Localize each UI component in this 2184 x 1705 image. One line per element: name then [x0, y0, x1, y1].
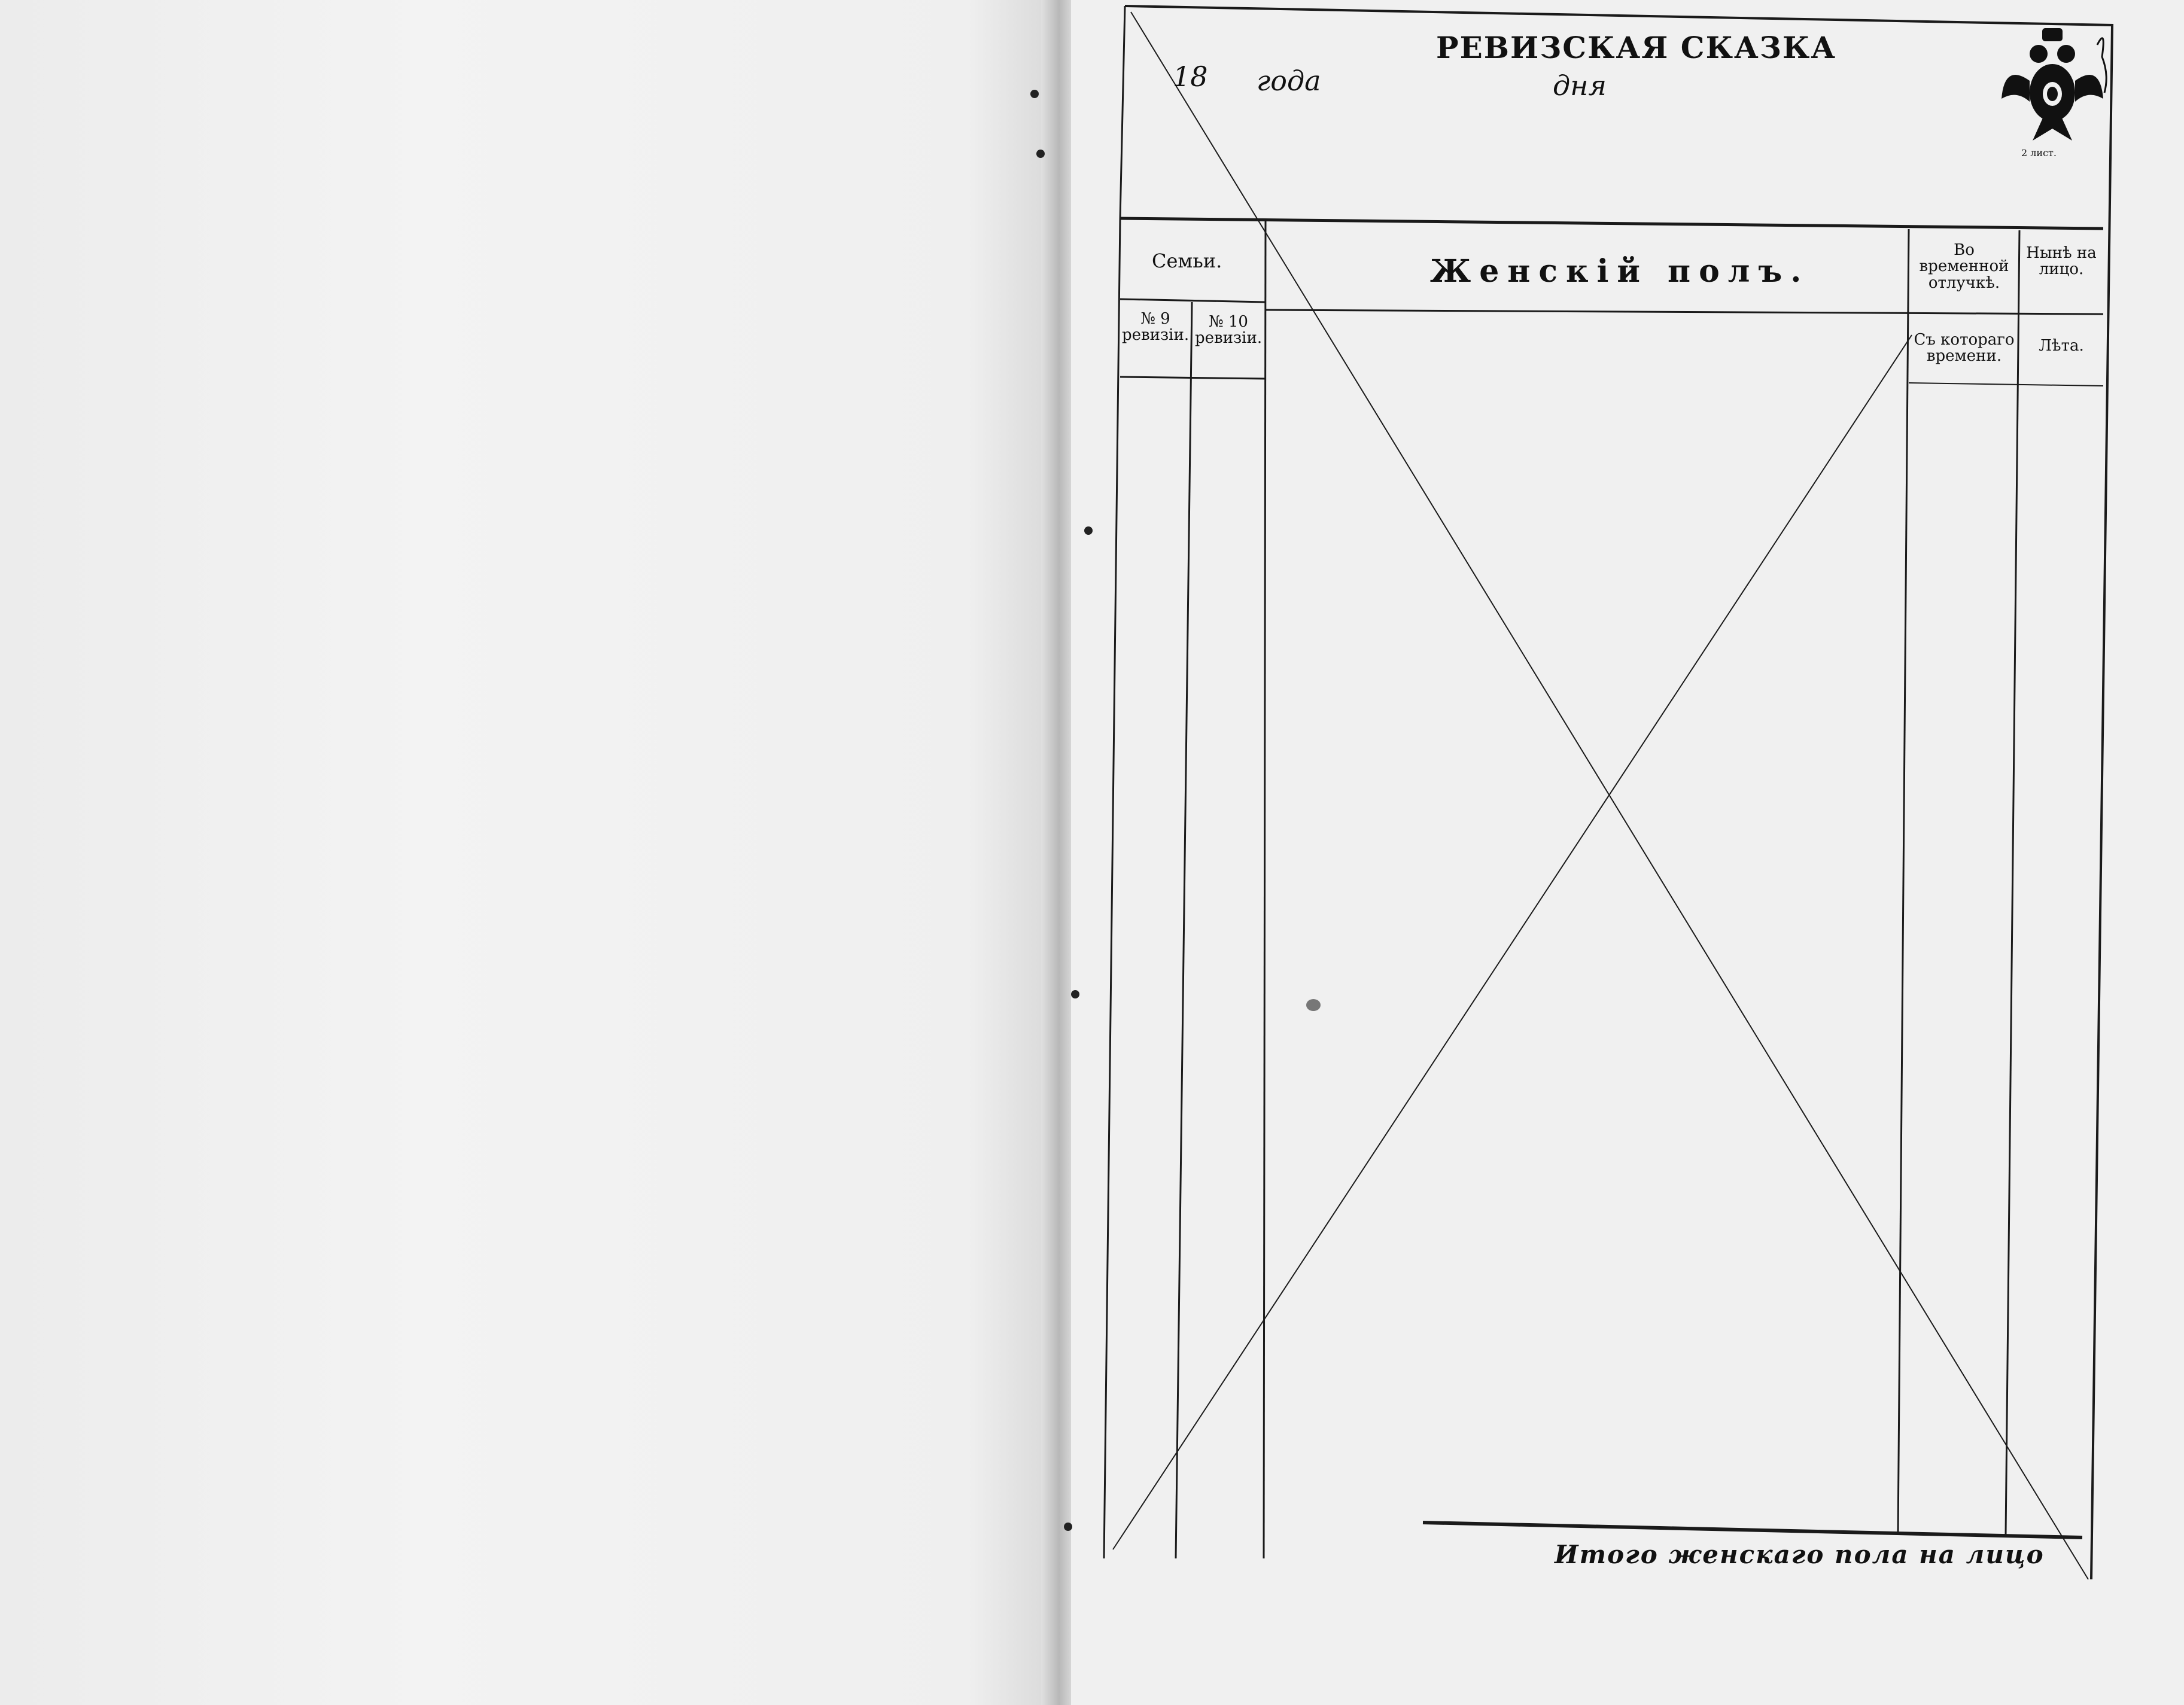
column-revision-10: № 10 ревизіи. — [1195, 313, 1263, 348]
absent-column-header: Во временной отлучкѣ. — [1919, 241, 2009, 292]
female-section-header: Женскій полъ. — [1430, 253, 1810, 290]
column-revision-9: № 9 ревизіи. — [1122, 310, 1190, 345]
present-age-subheader: Лѣта. — [2039, 337, 2084, 355]
present-column-header: Нынѣ на лицо. — [2026, 244, 2097, 279]
day-label: дня — [1553, 69, 1607, 102]
year-number: 18 — [1173, 60, 1208, 93]
double-headed-eagle-icon — [1996, 21, 2109, 147]
form-title: РЕВИЗСКАЯ СКАЗКА — [1436, 30, 1837, 65]
families-header: Семьи. — [1152, 249, 1222, 272]
absent-since-subheader: Съ котораго времени. — [1914, 331, 2015, 366]
emblem-caption: 2 лист. — [2021, 147, 2057, 159]
year-label: года — [1257, 65, 1321, 97]
female-total-label: Итого женскаго пола на лицо — [1555, 1540, 2045, 1569]
ink-stain — [1306, 999, 1321, 1011]
